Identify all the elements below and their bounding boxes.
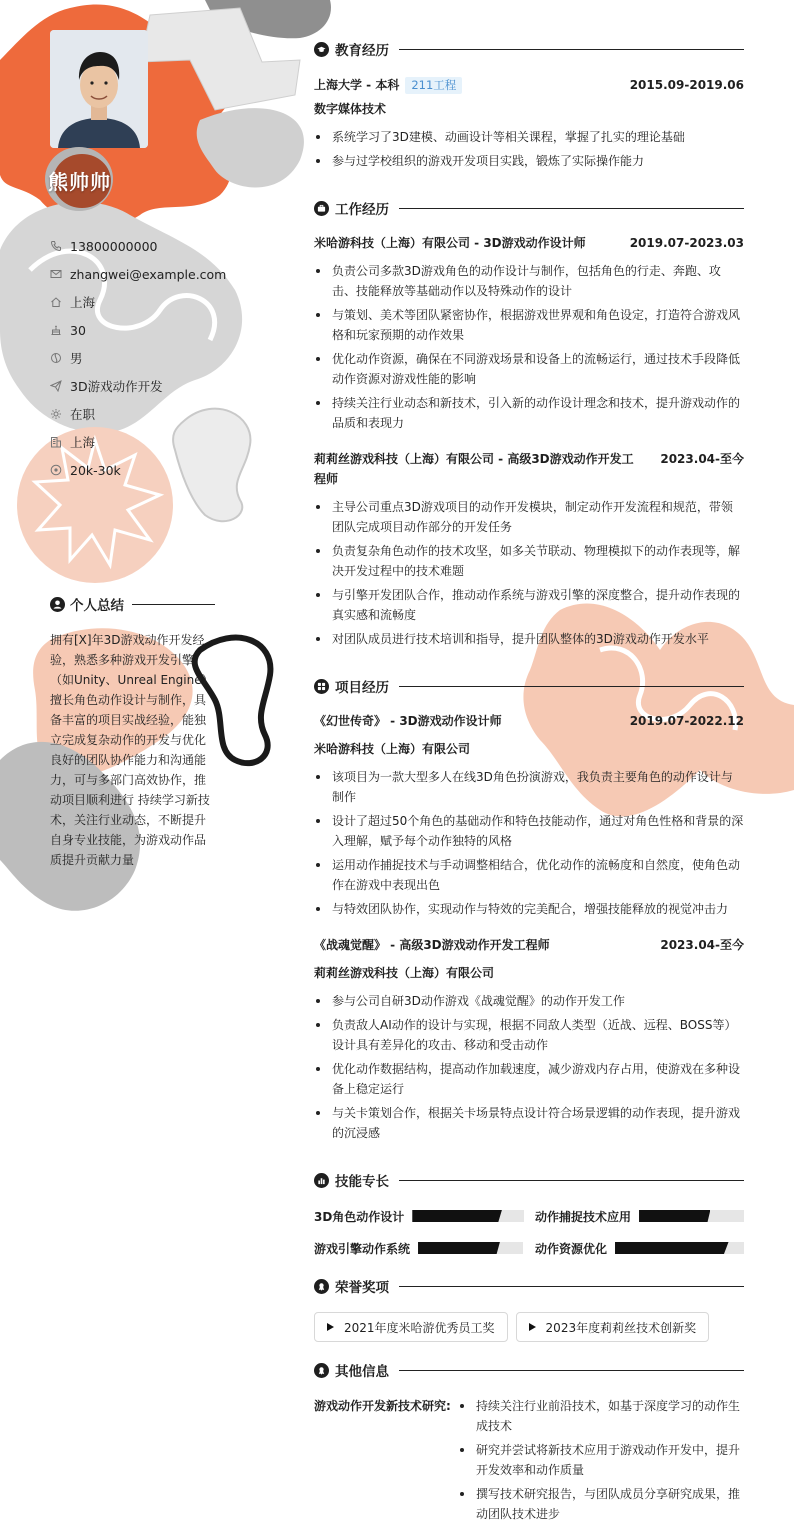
skill-item — [535, 1206, 744, 1226]
contact-email — [50, 260, 250, 288]
gender-icon — [50, 352, 62, 364]
project-1-company: 米哈游科技（上海）有限公司 — [314, 742, 471, 756]
contact-email-text: zhangwei@example.com — [70, 266, 227, 282]
skill-bar — [418, 1242, 523, 1254]
phone-icon — [50, 240, 62, 252]
award-label: 2023年度莉莉丝技术创新奖 — [545, 1320, 697, 1335]
home-icon — [50, 296, 62, 308]
list-item: 撰写技术研究报告，与团队成员分享研究成果，推动团队技术进步 — [458, 1484, 744, 1524]
skills-divider — [399, 1180, 744, 1181]
other-title: 其他信息 — [335, 1364, 389, 1380]
education-school-wrap — [314, 75, 462, 95]
job-2-row — [314, 449, 744, 489]
skill-bar — [639, 1210, 744, 1222]
list-item: 持续关注行业前沿技术，如基于深度学习的动作生成技术 — [458, 1396, 744, 1436]
other-label: 游戏动作开发新技术研究: — [314, 1399, 451, 1413]
skill-bar-fill — [418, 1242, 500, 1254]
skill-bar-fill — [615, 1242, 729, 1254]
skill-bar — [412, 1210, 524, 1222]
list-item: 运用动作捕捉技术与手动调整相结合，优化动作的流畅度和自然度，使角色动作在游戏中表现出色 — [314, 855, 744, 895]
project-2-row — [314, 935, 744, 955]
skills-heading — [314, 1170, 744, 1190]
contact-status — [50, 400, 250, 428]
list-item: 系统学习了3D建模、动画设计等相关课程，掌握了扎实的理论基础 — [314, 127, 744, 147]
skill-name: 动作捕捉技术应用 — [535, 1209, 632, 1224]
age-icon — [50, 324, 62, 336]
skill-bar — [615, 1242, 744, 1254]
summary-title: 个人总结 — [70, 598, 124, 614]
contact-salary — [50, 456, 250, 484]
work-divider — [399, 208, 744, 209]
projects-heading — [314, 676, 744, 696]
list-item: 负责敌人AI动作的设计与实现，根据不同敌人类型（近战、远程、BOSS等）设计具有差异化的攻击、移动和受击动作 — [314, 1015, 744, 1055]
avatar-portrait-icon — [50, 30, 148, 148]
list-item: 负责复杂角色动作的技术攻坚，如多关节联动、物理模拟下的动作表现等，解决开发过程中的技术难题 — [314, 541, 744, 581]
list-item: 优化动作资源，确保在不同游戏场景和设备上的流畅运行，通过技术手段降低动作资源对游戏性能的影响 — [314, 349, 744, 389]
education-major: 数字媒体技术 — [314, 102, 387, 116]
projects-divider — [399, 686, 744, 687]
education-tag: 211工程 — [405, 77, 462, 94]
skill-item — [314, 1238, 523, 1258]
list-item: 设计了超过50个角色的基础动作和特色技能动作，通过对角色性格和背景的深入理解，赋予每个动作独特的风格 — [314, 811, 744, 851]
other-bullets — [458, 1396, 744, 1528]
project-1-bullets — [314, 767, 744, 923]
education-divider — [399, 49, 744, 50]
contact-age-text: 30 — [70, 322, 86, 338]
contact-gender-text: 男 — [70, 351, 83, 366]
skill-bar-fill — [639, 1210, 710, 1222]
projects-title: 项目经历 — [335, 680, 389, 696]
education-school: 上海大学 - 本科 — [314, 78, 400, 92]
other-divider — [399, 1370, 744, 1371]
status-icon — [50, 408, 62, 420]
grid-icon — [314, 679, 329, 694]
graduation-cap-icon — [314, 42, 329, 57]
contact-position — [50, 372, 250, 400]
job-1-row — [314, 233, 744, 253]
job-2-bullets — [314, 497, 744, 653]
skill-name: 游戏引擎动作系统 — [314, 1241, 411, 1256]
salary-icon — [50, 464, 62, 476]
education-heading — [314, 39, 744, 59]
list-item: 优化动作数据结构，提高动作加载速度，减少游戏内存占用，使游戏在多种设备上稳定运行 — [314, 1059, 744, 1099]
list-item: 参与过学校组织的游戏开发项目实践，锻炼了实际操作能力 — [314, 151, 744, 171]
education-bullets — [314, 127, 744, 175]
list-item: 对团队成员进行技术培训和指导，提升团队整体的3D游戏动作开发水平 — [314, 629, 744, 649]
send-icon — [50, 380, 62, 392]
contact-city-text: 上海 — [70, 435, 96, 450]
briefcase-icon — [314, 201, 329, 216]
building-icon — [50, 436, 62, 448]
avatar — [50, 30, 148, 148]
list-item: 与关卡策划合作，根据关卡场景特点设计符合场景逻辑的动作表现，提升游戏的沉浸感 — [314, 1103, 744, 1143]
project-2-title: 《战魂觉醒》 - 高级3D游戏动作开发工程师 — [314, 938, 550, 952]
list-item: 参与公司自研3D动作游戏《战魂觉醒》的动作开发工作 — [314, 991, 744, 1011]
play-icon — [327, 1323, 334, 1331]
list-item: 主导公司重点3D游戏项目的动作开发模块，制定动作开发流程和规范，带领团队完成项目动作部分的开发任务 — [314, 497, 744, 537]
contact-age — [50, 316, 250, 344]
skill-name: 3D角色动作设计 — [314, 1209, 405, 1224]
contact-phone — [50, 232, 250, 260]
awards-list — [314, 1312, 717, 1342]
contact-gender — [50, 344, 250, 372]
project-2-company: 莉莉丝游戏科技（上海）有限公司 — [314, 966, 495, 980]
candidate-name: 熊帅帅 — [48, 170, 111, 194]
honors-divider — [399, 1286, 744, 1287]
user-icon — [50, 597, 65, 612]
award-label: 2021年度米哈游优秀员工奖 — [344, 1320, 495, 1335]
work-title: 工作经历 — [335, 202, 389, 218]
education-row — [314, 75, 744, 95]
summary-heading — [50, 594, 215, 614]
skills-title: 技能专长 — [335, 1174, 389, 1190]
contact-salary-text: 20k-30k — [70, 462, 121, 478]
honors-title: 荣誉奖项 — [335, 1280, 389, 1296]
sidebar — [0, 0, 260, 1532]
list-item: 与策划、美术等团队紧密协作，根据游戏世界观和角色设定，打造符合游戏风格和玩家预期的动作效果 — [314, 305, 744, 345]
summary-divider — [132, 604, 215, 605]
project-2-date: 2023.04-至今 — [660, 938, 744, 952]
project-1-date: 2019.07-2022.12 — [629, 714, 744, 728]
contact-position-text: 3D游戏动作开发 — [70, 379, 163, 394]
job-2-date: 2023.04-至今 — [660, 452, 744, 466]
list-item: 负责公司多款3D游戏角色的动作设计与制作，包括角色的行走、奔跑、攻击、技能释放等基础动作以及特殊动作的设计 — [314, 261, 744, 301]
contact-status-text: 在职 — [70, 407, 96, 422]
contact-phone-text: 13800000000 — [70, 238, 158, 254]
job-2-title: 莉莉丝游戏科技（上海）有限公司 - 高级3D游戏动作开发工程师 — [314, 452, 634, 486]
play-icon — [529, 1323, 536, 1331]
job-1-bullets — [314, 261, 744, 437]
contact-list — [50, 232, 250, 484]
award-icon — [314, 1279, 329, 1294]
summary-text: 拥有[X]年3D游戏动作开发经验，熟悉多种游戏开发引擎（如Unity、Unreal Engine）擅长角色动作设计与制作，具备丰富的项目实战经验，能独立完成复杂动作的开发与优化良好的团队协作能力和沟通能力，可与多部门高效协作，推动项目顺利进行 持续学习新技术，关注行业动态，不断提升自身专业技能，为游戏动作品质提升贡献力量 — [50, 633, 210, 867]
contact-home-text: 上海 — [70, 295, 96, 310]
email-icon — [50, 268, 62, 280]
skill-name: 动作资源优化 — [535, 1241, 608, 1256]
list-item: 持续关注行业动态和新技术，引入新的动作设计理念和技术，提升游戏动作的品质和表现力 — [314, 393, 744, 433]
contact-city — [50, 428, 250, 456]
education-title: 教育经历 — [335, 43, 389, 59]
education-date: 2015.09-2019.06 — [629, 78, 744, 92]
contact-home — [50, 288, 250, 316]
other-heading — [314, 1360, 744, 1380]
list-item: 该项目为一款大型多人在线3D角色扮演游戏，我负责主要角色的动作设计与制作 — [314, 767, 744, 807]
list-item: 研究并尝试将新技术应用于游戏动作开发中，提升开发效率和动作质量 — [458, 1440, 744, 1480]
project-1-row — [314, 711, 744, 731]
list-item: 与引擎开发团队合作，推动动作系统与游戏引擎的深度整合，提升动作表现的真实感和流畅度 — [314, 585, 744, 625]
project-1-title: 《幻世传奇》 - 3D游戏动作设计师 — [314, 714, 502, 728]
work-heading — [314, 198, 744, 218]
skill-item — [535, 1238, 744, 1258]
job-1-title: 米哈游科技（上海）有限公司 - 3D游戏动作设计师 — [314, 236, 586, 250]
award-item — [516, 1312, 710, 1342]
skill-item — [314, 1206, 524, 1226]
job-1-date: 2019.07-2023.03 — [629, 236, 744, 250]
list-item: 与特效团队协作，实现动作与特效的完美配合，增强技能释放的视觉冲击力 — [314, 899, 744, 919]
bar-chart-icon — [314, 1173, 329, 1188]
award-item — [314, 1312, 508, 1342]
other-award-icon — [314, 1363, 329, 1378]
project-2-bullets — [314, 991, 744, 1147]
skill-bar-fill — [412, 1210, 502, 1222]
honors-heading — [314, 1276, 744, 1296]
